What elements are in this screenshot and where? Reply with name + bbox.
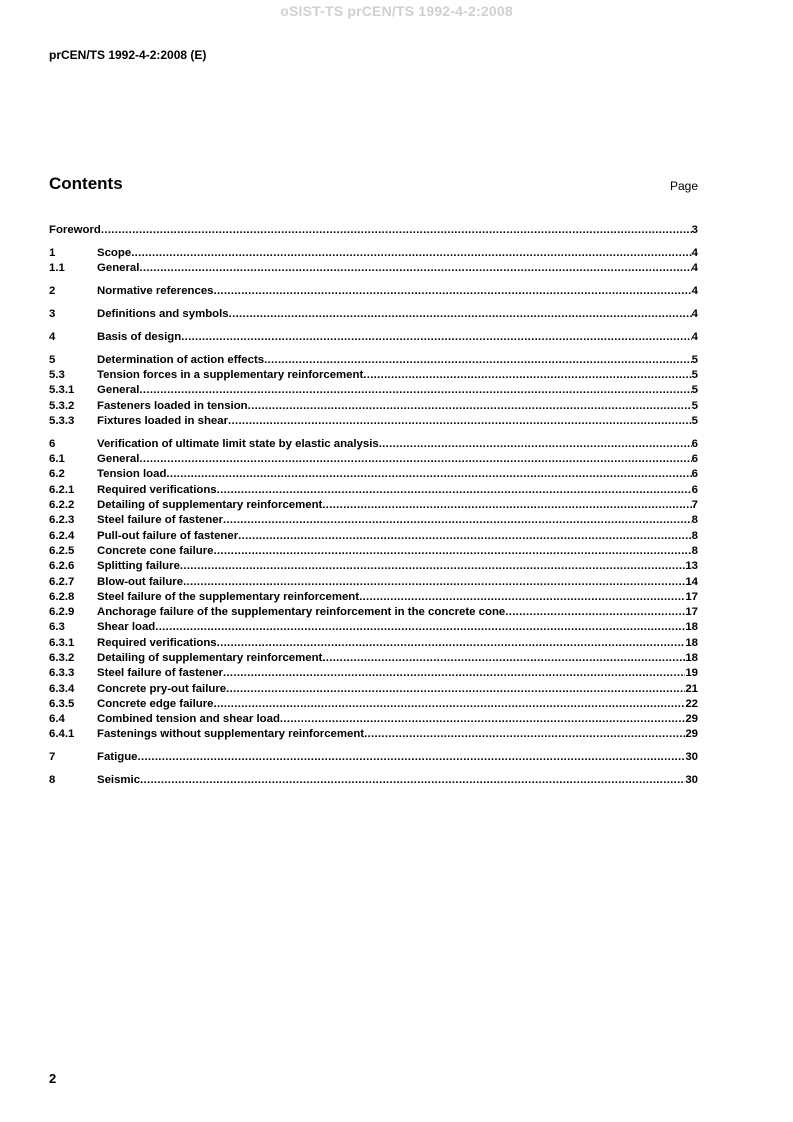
toc-entry-number: 6.2.2 <box>49 499 75 512</box>
toc-entry-title: Concrete cone failure <box>97 544 214 557</box>
toc-entry-number: 6.2.4 <box>49 529 75 542</box>
page-column-label: Page <box>669 179 698 193</box>
toc-entry-number: 3 <box>49 307 56 320</box>
toc-entry[interactable] <box>49 750 698 765</box>
toc-entry-page: 17 <box>685 590 698 603</box>
toc-entry-page: 21 <box>685 682 698 695</box>
toc-leader-dots <box>223 513 692 528</box>
toc-leader-dots <box>139 261 691 276</box>
toc-entry-page: 22 <box>685 697 698 710</box>
toc-leader-dots <box>214 284 692 299</box>
toc-entry[interactable] <box>49 467 698 482</box>
toc-entry-number: 6 <box>49 437 56 450</box>
toc-leader-dots <box>155 620 685 635</box>
toc-entry-number: 6.3 <box>49 621 65 634</box>
toc-entry[interactable] <box>49 544 698 559</box>
toc-entry-page: 30 <box>685 774 698 787</box>
toc-leader-dots <box>248 399 692 414</box>
toc-entry-page: 3 <box>691 224 698 236</box>
toc-entry-title: Required verifications <box>97 636 217 649</box>
toc-leader-dots <box>379 437 692 452</box>
toc-entry-title: Fixtures loaded in shear <box>97 414 229 427</box>
toc-entry-number: 6.4.1 <box>49 728 75 741</box>
toc-entry-number: 5.3.2 <box>49 399 75 412</box>
toc-entry-number: 6.2.9 <box>49 606 75 619</box>
toc-entry-number: 6.3.1 <box>49 636 75 649</box>
toc-leader-dots <box>363 368 691 383</box>
toc-entry[interactable] <box>49 590 698 605</box>
toc-entry[interactable] <box>49 697 698 712</box>
toc-entry-number: 6.2.7 <box>49 575 75 588</box>
toc-leader-dots <box>213 544 691 559</box>
toc-leader-dots <box>322 651 685 666</box>
toc-entry[interactable] <box>49 513 698 528</box>
toc-entry[interactable] <box>49 383 698 398</box>
toc-entry[interactable] <box>49 414 698 429</box>
toc-entry[interactable] <box>49 559 698 574</box>
toc-leader-dots <box>139 383 691 398</box>
toc-entry-title: Steel failure of the supplementary reinforcement <box>97 590 360 603</box>
toc-leader-dots <box>140 773 685 788</box>
document-identifier: prCEN/TS 1992-4-2:2008 (E) <box>49 48 207 62</box>
toc-leader-dots <box>264 353 692 368</box>
toc-leader-dots <box>359 590 685 605</box>
page-number: 2 <box>49 1071 57 1086</box>
toc-entry-number: 4 <box>49 330 56 343</box>
toc-leader-dots <box>217 636 686 651</box>
toc-entry-page: 6 <box>691 437 698 450</box>
toc-entry-page: 5 <box>691 353 698 366</box>
watermark: oSIST-TS prCEN/TS 1992-4-2:2008 <box>280 3 513 19</box>
toc-entry-page: 4 <box>691 246 698 259</box>
toc-entry-title: Splitting failure <box>97 560 180 573</box>
toc-entry[interactable] <box>49 575 698 590</box>
toc-entry-title: Steel failure of fastener <box>97 667 223 680</box>
toc-entry-title: Normative references <box>97 285 214 298</box>
toc-entry[interactable] <box>49 666 698 681</box>
toc-entry-title: Pull-out failure of fastener <box>97 529 239 542</box>
toc-entry[interactable] <box>49 605 698 620</box>
toc-leader-dots <box>180 559 685 574</box>
toc-leader-dots <box>229 307 692 322</box>
toc-entry-page: 6 <box>691 453 698 466</box>
toc-entry-page: 18 <box>685 651 698 664</box>
toc-entry[interactable] <box>49 261 698 276</box>
toc-entry-page: 8 <box>691 529 698 542</box>
toc-entry[interactable] <box>49 483 698 498</box>
toc-entry[interactable] <box>49 246 698 261</box>
toc-leader-dots <box>138 750 686 765</box>
toc-entry-title: Definitions and symbols <box>97 307 229 320</box>
toc-entry-number: 6.2.3 <box>49 514 75 527</box>
toc-entry[interactable] <box>49 727 698 742</box>
toc-entry[interactable] <box>49 452 698 467</box>
toc-leader-dots <box>364 727 685 742</box>
toc-entry-page: 8 <box>691 514 698 527</box>
toc-entry-page: 5 <box>691 384 698 397</box>
toc-leader-dots <box>183 575 685 590</box>
toc-entry-number: 5 <box>49 353 56 366</box>
toc-entry[interactable] <box>49 682 698 697</box>
toc-entry-number: 5.3 <box>49 369 65 382</box>
toc-leader-dots <box>226 682 685 697</box>
toc-entry-number: 6.4 <box>49 713 65 726</box>
toc-entry-page: 13 <box>685 560 698 573</box>
toc-entry-title: Fatigue <box>97 751 138 764</box>
toc-entry[interactable] <box>49 368 698 383</box>
toc-entry-title: Foreword <box>49 224 101 236</box>
toc-entry-page: 8 <box>691 544 698 557</box>
toc-entry-title: Steel failure of fastener <box>97 514 223 527</box>
toc-entry[interactable] <box>49 437 698 452</box>
toc-entry-title: Shear load <box>97 621 156 634</box>
toc-leader-dots <box>166 467 691 482</box>
toc-entry[interactable] <box>49 307 698 322</box>
toc-entry-number: 7 <box>49 751 56 764</box>
toc-entry-page: 4 <box>691 285 698 298</box>
toc-leader-dots <box>181 330 691 345</box>
toc-leader-dots <box>238 529 692 544</box>
toc-entry-number: 5.3.1 <box>49 384 75 397</box>
toc-entry-page: 5 <box>691 369 698 382</box>
toc-entry-number: 1.1 <box>49 262 65 275</box>
toc-entry[interactable] <box>49 330 698 345</box>
toc-entry[interactable] <box>49 651 698 666</box>
toc-leader-dots <box>228 414 692 429</box>
toc-entry-title: Concrete pry-out failure <box>97 682 227 695</box>
toc-entry[interactable] <box>49 223 698 238</box>
toc-entry-title: Basis of design <box>97 330 182 343</box>
toc-entry-page: 30 <box>685 751 698 764</box>
toc-entry-title: Seismic <box>97 774 141 787</box>
toc-entry-page: 29 <box>685 728 698 741</box>
toc-entry-page: 6 <box>691 483 698 496</box>
toc-entry-title: Blow-out failure <box>97 575 184 588</box>
toc-leader-dots <box>322 498 691 513</box>
toc-entry-number: 6.3.2 <box>49 651 75 664</box>
toc-entry-number: 6.3.5 <box>49 697 75 710</box>
toc-entry-page: 4 <box>691 307 698 320</box>
toc-entry-title: Fasteners loaded in tension <box>97 399 248 412</box>
toc-entry-page: 4 <box>691 330 698 343</box>
toc-entry-title: Scope <box>97 246 132 259</box>
toc-entry-page: 5 <box>691 414 698 427</box>
toc-entry-page: 6 <box>691 468 698 481</box>
toc-leader-dots <box>223 666 685 681</box>
toc-entry-title: General <box>97 262 140 275</box>
toc-entry-number: 2 <box>49 285 56 298</box>
toc-entry-number: 8 <box>49 774 56 787</box>
toc-entry-title: Determination of action effects <box>97 353 265 366</box>
toc-entry-title: Detailing of supplementary reinforcement <box>97 651 323 664</box>
toc-entry-number: 6.3.3 <box>49 667 75 680</box>
toc-entry-page: 5 <box>691 399 698 412</box>
toc-entry[interactable] <box>49 284 698 299</box>
toc-entry-number: 6.2.6 <box>49 560 75 573</box>
toc-entry-title: General <box>97 384 140 397</box>
toc-leader-dots <box>131 246 691 261</box>
toc-entry-title: Verification of ultimate limit state by elastic analysis <box>97 437 379 450</box>
toc-entry[interactable] <box>49 712 698 727</box>
toc-entry[interactable] <box>49 399 698 414</box>
toc-entry-title: Combined tension and shear load <box>97 713 280 726</box>
toc-entry-number: 1 <box>49 246 56 259</box>
toc-entry-page: 18 <box>685 621 698 634</box>
toc-leader-dots <box>217 483 692 498</box>
toc-entry-page: 19 <box>685 667 698 680</box>
toc-entry-page: 14 <box>685 575 698 588</box>
contents-heading: Contents <box>49 174 123 193</box>
toc-entry-title: Anchorage failure of the supplementary reinforcement in the concrete cone <box>97 606 506 619</box>
toc-entry-number: 6.3.4 <box>49 682 75 695</box>
toc-entry-title: Detailing of supplementary reinforcement <box>97 499 323 512</box>
toc-entry[interactable] <box>49 353 698 368</box>
toc-entry-title: Tension load <box>97 468 167 481</box>
toc-leader-dots <box>101 223 692 238</box>
toc-entry-page: 29 <box>685 713 698 726</box>
toc-entry[interactable] <box>49 636 698 651</box>
toc-entry[interactable] <box>49 529 698 544</box>
toc-entry-number: 6.2 <box>49 468 65 481</box>
toc-entry-number: 6.1 <box>49 453 65 466</box>
toc-leader-dots <box>505 605 685 620</box>
toc-entry-page: 17 <box>685 606 698 619</box>
toc-leader-dots <box>280 712 685 727</box>
toc-entry-number: 6.2.1 <box>49 483 75 496</box>
toc-entry[interactable] <box>49 620 698 635</box>
toc-entry[interactable] <box>49 773 698 788</box>
toc-entry-page: 4 <box>691 262 698 275</box>
toc-entry-title: Tension forces in a supplementary reinforcement <box>97 369 364 382</box>
toc-entry-title: General <box>97 453 140 466</box>
toc-entry-title: Fastenings without supplementary reinforcement <box>97 728 365 741</box>
toc-entry[interactable] <box>49 498 698 513</box>
toc-entry-title: Required verifications <box>97 483 217 496</box>
toc-entry-title: Concrete edge failure <box>97 697 214 710</box>
toc-leader-dots <box>213 697 685 712</box>
toc-entry-page: 7 <box>691 499 698 512</box>
toc-entry-number: 6.2.5 <box>49 544 75 557</box>
toc-entry-page: 18 <box>685 636 698 649</box>
toc-leader-dots <box>139 452 691 467</box>
toc-entry-number: 6.2.8 <box>49 590 75 603</box>
toc-entry-number: 5.3.3 <box>49 414 75 427</box>
table-of-contents <box>49 223 698 789</box>
